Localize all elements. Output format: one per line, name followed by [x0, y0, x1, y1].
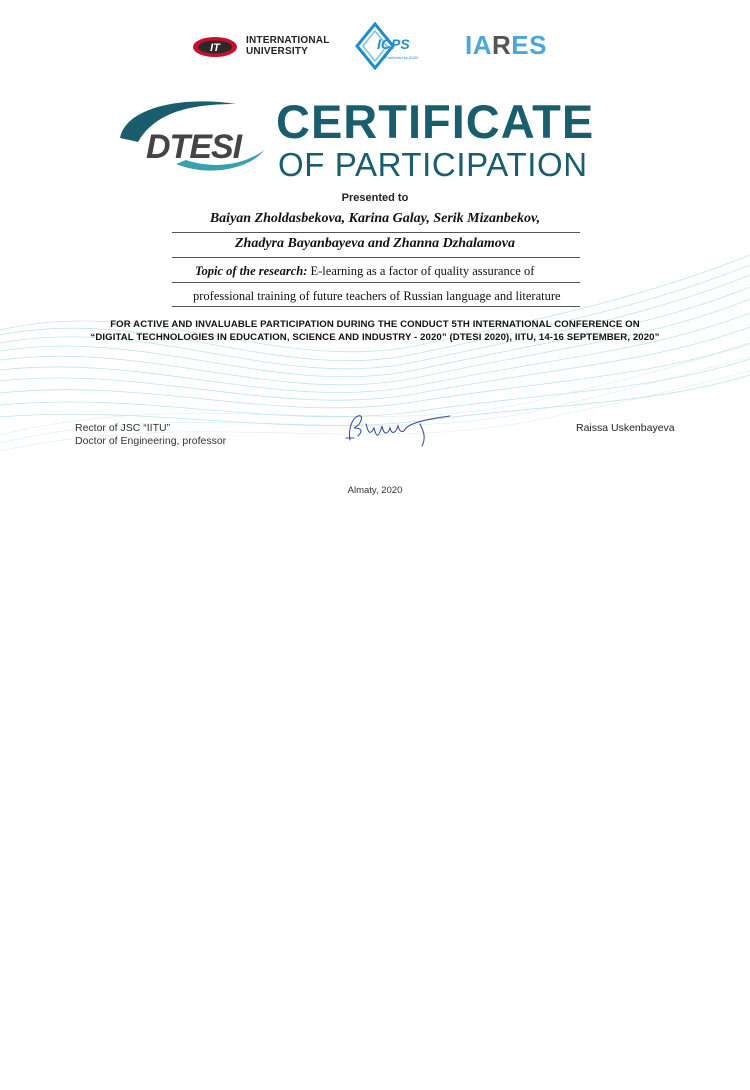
- rector-title: Rector of JSC “IITU”: [75, 422, 171, 434]
- presented-to-label: Presented to: [341, 192, 409, 204]
- iares-logo-part2: ES: [511, 30, 547, 60]
- divider-line: [172, 282, 580, 283]
- rector-degree: Doctor of Engineering, professor: [75, 435, 227, 447]
- signer-name: Raissa Uskenbayeva: [576, 422, 675, 434]
- research-topic-line1: [195, 264, 534, 279]
- iares-logo: [465, 30, 547, 61]
- divider-line: [172, 257, 580, 258]
- it-logo-icon: [192, 36, 238, 58]
- signature-image: [340, 410, 455, 450]
- icps-logo-text: ICPS: [377, 36, 410, 52]
- dtesi-logo-text: DTESI: [146, 128, 242, 166]
- iu-logo-line2: UNIVERSITY: [246, 46, 309, 57]
- recipient-names-line1: Baiyan Zholdasbekova, Karina Galay, Serik Mizanbekov,: [209, 211, 541, 226]
- it-logo-letters: IT: [210, 42, 220, 54]
- iu-logo-text: [246, 35, 330, 57]
- divider-line: [172, 306, 580, 307]
- icps-logo: [355, 22, 431, 70]
- iares-logo-part1: IA: [465, 30, 492, 60]
- icps-logo-subtext: Published by ACM: [385, 55, 418, 60]
- research-topic-line2: professional training of future teachers of Russian language and literature: [193, 289, 561, 303]
- certificate-subtitle: OF PARTICIPATION: [278, 146, 588, 183]
- topic-label: Topic of the research:: [195, 264, 308, 278]
- participation-statement-line2: “DIGITAL TECHNOLOGIES IN EDUCATION, SCIENCE AND INDUSTRY - 2020” (DTESI 2020), IITU, 14-16 SEPTEMBER, 2020”: [90, 332, 660, 343]
- topic-text-part1: E-learning as a factor of quality assurance of: [307, 264, 535, 278]
- certificate-title: CERTIFICATE: [276, 95, 595, 148]
- international-university-logo: [192, 34, 332, 62]
- dtesi-logo: [116, 98, 266, 180]
- place-and-date: Almaty, 2020: [347, 485, 403, 496]
- divider-line: [172, 232, 580, 233]
- participation-statement-line1: FOR ACTIVE AND INVALUABLE PARTICIPATION DURING THE CONDUCT 5TH INTERNATIONAL CONFERENCE ON: [110, 319, 640, 330]
- recipient-names-line2: Zhadyra Bayanbayeva and Zhanna Dzhalamova: [234, 236, 515, 251]
- iares-magnifier-icon: R: [492, 30, 512, 60]
- iu-logo-line1: INTERNATIONAL: [246, 35, 330, 46]
